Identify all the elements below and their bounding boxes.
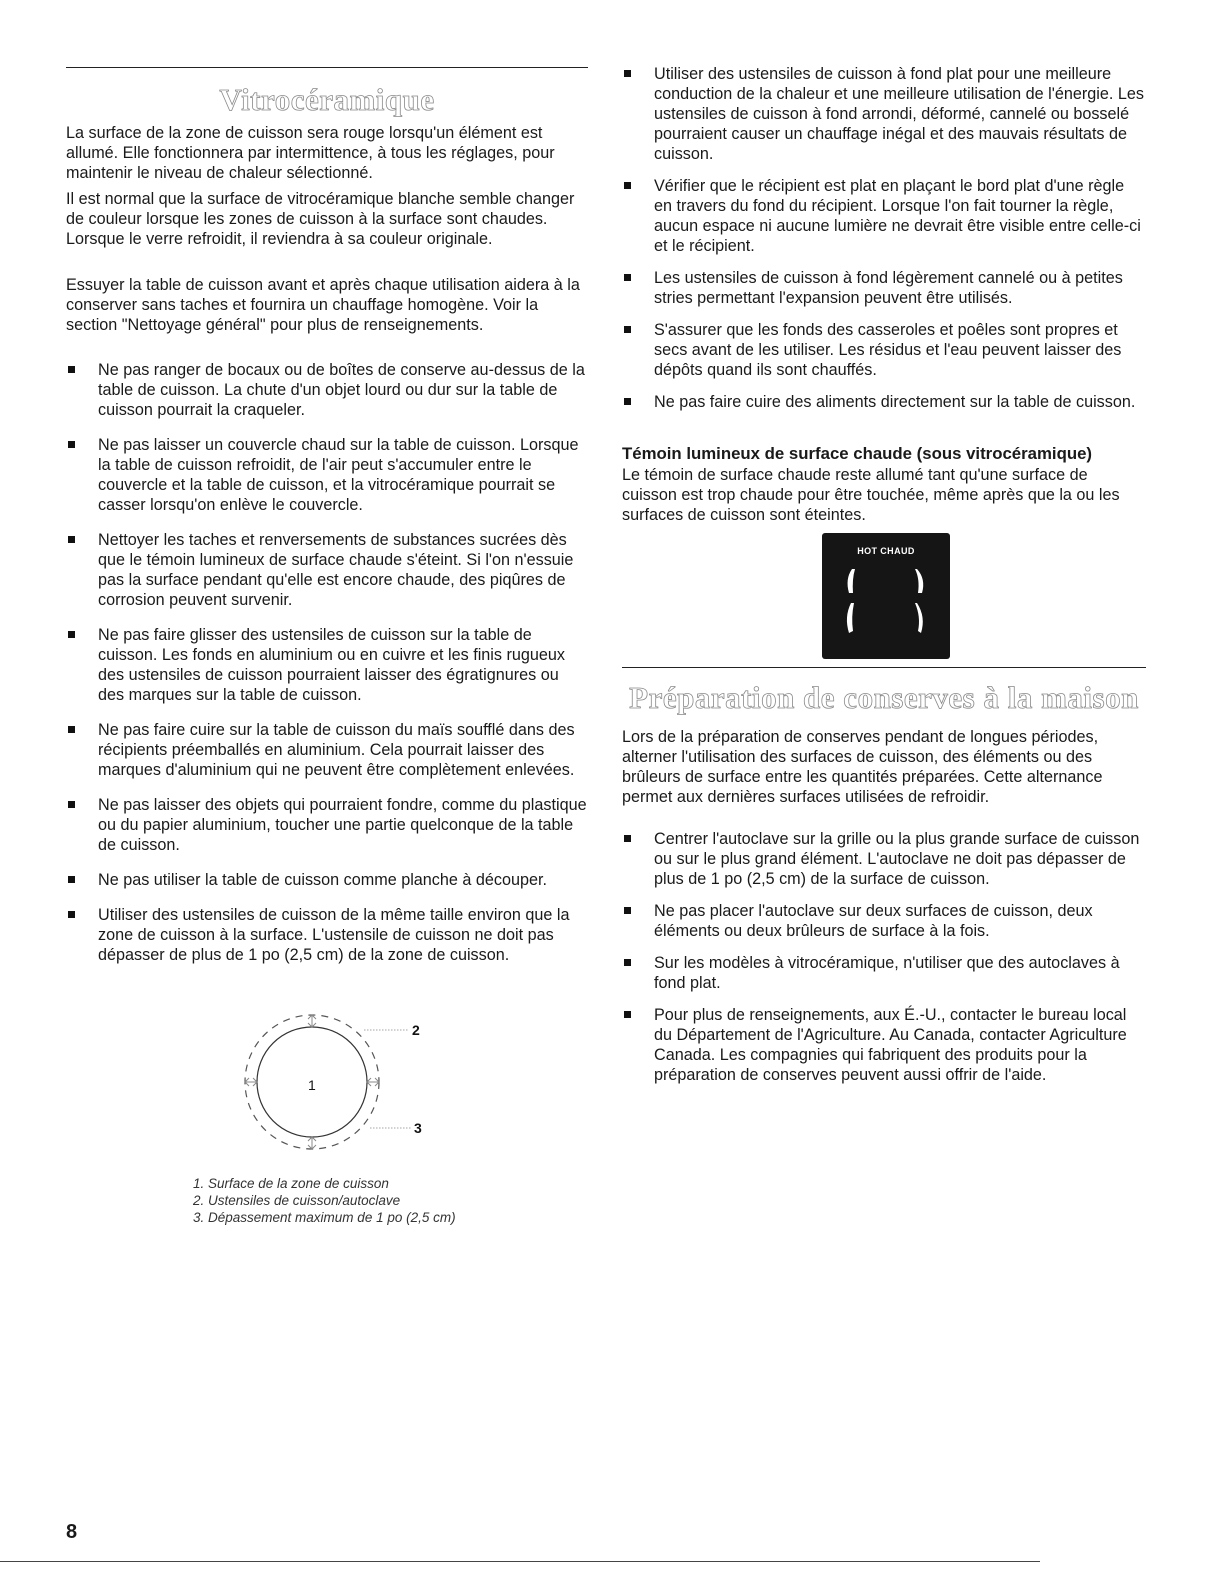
list-item: S'assurer que les fonds des casseroles et poêles sont propres et secs avant de les utiliser. Les résidus et l'eau peuvent laisser des dépôts quand ils sont chauffés. xyxy=(622,320,1146,380)
caption-item: 3. Dépassement maximum de 1 po (2,5 cm) xyxy=(193,1210,456,1225)
list-item: Pour plus de renseignements, aux É.-U., contacter le bureau local du Département de l'Agriculture. Au Canada, contacter Agriculture Canada. Les compagnies qui fabriquent des produits pour la préparation de conserves peuvent aussi offrir de l'aide. xyxy=(622,1005,1146,1085)
bullet-square xyxy=(624,835,631,842)
list-item: Centrer l'autoclave sur la grille ou la plus grande surface de cuisson ou sur le plus grand élément. L'autoclave ne doit pas dépasser de plus de 1 po (2,5 cm) de la surface de cuisson. xyxy=(622,829,1146,889)
bullet-square xyxy=(624,182,631,189)
list-item: Les ustensiles de cuisson à fond légèrement cannelé ou à petites stries permettant l'expansion peuvent être utilisés. xyxy=(622,268,1146,308)
bullet-square xyxy=(68,366,75,373)
bullet-square xyxy=(624,326,631,333)
paragraph-text: Le témoin de surface chaude reste allumé tant qu'une surface de cuisson est trop chaude pour être touchée, même après que la ou les surfaces de cuisson sont éteintes. xyxy=(622,466,1120,524)
caption-item: 1. Surface de la zone de cuisson xyxy=(193,1176,389,1191)
bullet-square xyxy=(624,398,631,405)
paragraph-text: Il est normal que la surface de vitrocéramique blanche semble changer de couleur lorsque les zones de cuisson à la surface sont chaudes. Lorsque le verre refroidit, il reviendra à sa couleur originale. xyxy=(66,190,575,248)
list-item: Ne pas faire cuire sur la table de cuisson du maïs soufflé dans des récipients préemballés en aluminium. Cela pourrait laisser des marques d'aluminium qui ne peuvent être complètement enlevées. xyxy=(66,720,588,780)
list-item: Ne pas faire glisser des ustensiles de cuisson sur la table de cuisson. Les fonds en aluminium ou en cuivre et les finis rugueux des ustensiles de cuisson pourraient laisser des égratignures ou des marques sur la table de cuisson. xyxy=(66,625,588,705)
paragraph xyxy=(66,123,588,183)
label-2: 2 xyxy=(412,1022,420,1038)
paragraph xyxy=(622,727,1146,807)
hot-surface-indicator-panel xyxy=(822,533,950,659)
label-3: 3 xyxy=(414,1120,422,1136)
bullet-list xyxy=(66,360,588,965)
bullet-square xyxy=(68,726,75,733)
paragraph-text: Lors de la préparation de conserves pendant de longues périodes, alterner l'utilisation des surfaces de cuisson, des éléments ou des brûleurs de surface entre les quantités préparées. Cette alternance permet aux dernières surfaces utilisées de refroidir. xyxy=(622,728,1103,806)
list-item: Ne pas laisser un couvercle chaud sur la table de cuisson. Lorsque la table de cuisson refroidit, de l'air peut s'accumuler entre le couvercle et la table de cuisson, et la vitrocéramique pourrait se casser lorsqu'on enlève le couvercle. xyxy=(66,435,588,515)
list-item: Sur les modèles à vitrocéramique, n'utiliser que des autoclaves à fond plat. xyxy=(622,953,1146,993)
page-number: 8 xyxy=(66,1521,78,1543)
label-1: 1 xyxy=(308,1077,316,1093)
list-item: Utiliser des ustensiles de cuisson de la même taille environ que la zone de cuisson à la surface. L'ustensile de cuisson ne doit pas dépasser de plus de 1 po (2,5 cm) de la zone de cuisson. xyxy=(66,905,588,965)
indicator-lights-icon xyxy=(822,533,950,659)
paragraph xyxy=(66,275,588,335)
bullet-square xyxy=(68,441,75,448)
list-item: Utiliser des ustensiles de cuisson à fond plat pour une meilleure conduction de la chaleur et une meilleure utilisation de l'énergie. Les ustensiles de cuisson à fond arrondi, déformé, cannelé ou bosselé pourraient causer un chauffage inégal et des mauvais résultats de cuisson. xyxy=(622,64,1146,164)
list-item: Nettoyer les taches et renversements de substances sucrées dès que le témoin lumineux de surface chaude s'éteint. Si l'on n'essuie pas la surface pendant qu'elle est encore chaude, des piqûres de corrosion peuvent survenir. xyxy=(66,530,588,610)
hot-label: HOT CHAUD xyxy=(857,546,915,556)
paragraph xyxy=(66,189,588,249)
list-item: Ne pas faire cuire des aliments directement sur la table de cuisson. xyxy=(622,392,1146,412)
list-item: Ne pas laisser des objets qui pourraient fondre, comme du plastique ou du papier aluminium, toucher une partie quelconque de la table de cuisson. xyxy=(66,795,588,855)
hot-surface-heading: Témoin lumineux de surface chaude (sous vitrocéramique) xyxy=(622,444,1092,463)
list-item: Ne pas placer l'autoclave sur deux surfaces de cuisson, deux éléments ou deux brûleurs de surface à la fois. xyxy=(622,901,1146,941)
section-rule-right xyxy=(622,667,1146,668)
list-item: Ne pas utiliser la table de cuisson comme planche à découper. xyxy=(66,870,588,890)
bullet-list xyxy=(622,64,1146,412)
section-title-vitroceramique: Vitrocéramique xyxy=(219,82,435,117)
paragraph-text: Essuyer la table de cuisson avant et après chaque utilisation aidera à la conserver sans taches et fournira un chauffage homogène. Voir la section "Nettoyage général" pour plus de renseignements. xyxy=(66,276,580,334)
bullet-square xyxy=(68,631,75,638)
section-rule-left xyxy=(66,67,588,68)
bullet-square xyxy=(624,274,631,281)
bullet-square xyxy=(624,959,631,966)
bullet-square xyxy=(68,801,75,808)
bullet-list xyxy=(622,829,1146,1085)
bullet-square xyxy=(624,907,631,914)
bullet-square xyxy=(624,1011,631,1018)
list-item: Ne pas ranger de bocaux ou de boîtes de conserve au-dessus de la table de cuisson. La chute d'un objet lourd ou dur sur la table de cuisson pourrait la craqueler. xyxy=(66,360,588,420)
diagram-captions xyxy=(193,1175,456,1226)
cookware-overhang-diagram xyxy=(230,1000,450,1160)
footer-rule xyxy=(0,1561,1040,1562)
section-title-canning: Préparation de conserves à la maison xyxy=(629,680,1139,715)
bullet-square xyxy=(68,536,75,543)
paragraph xyxy=(622,465,1146,525)
bullet-square xyxy=(68,911,75,918)
bullet-square xyxy=(68,876,75,883)
list-item: Vérifier que le récipient est plat en plaçant le bord plat d'une règle en travers du fond du récipient. Lorsque l'on fait tourner la règle, aucun espace ni aucune lumière ne devrait être visible entre celle-ci et le récipient. xyxy=(622,176,1146,256)
paragraph-text: La surface de la zone de cuisson sera rouge lorsqu'un élément est allumé. Elle fonctionnera par intermittence, à tous les réglages, pour maintenir le niveau de chaleur sélectionné. xyxy=(66,124,555,182)
bullet-square xyxy=(624,70,631,77)
caption-item: 2. Ustensiles de cuisson/autoclave xyxy=(193,1193,401,1208)
